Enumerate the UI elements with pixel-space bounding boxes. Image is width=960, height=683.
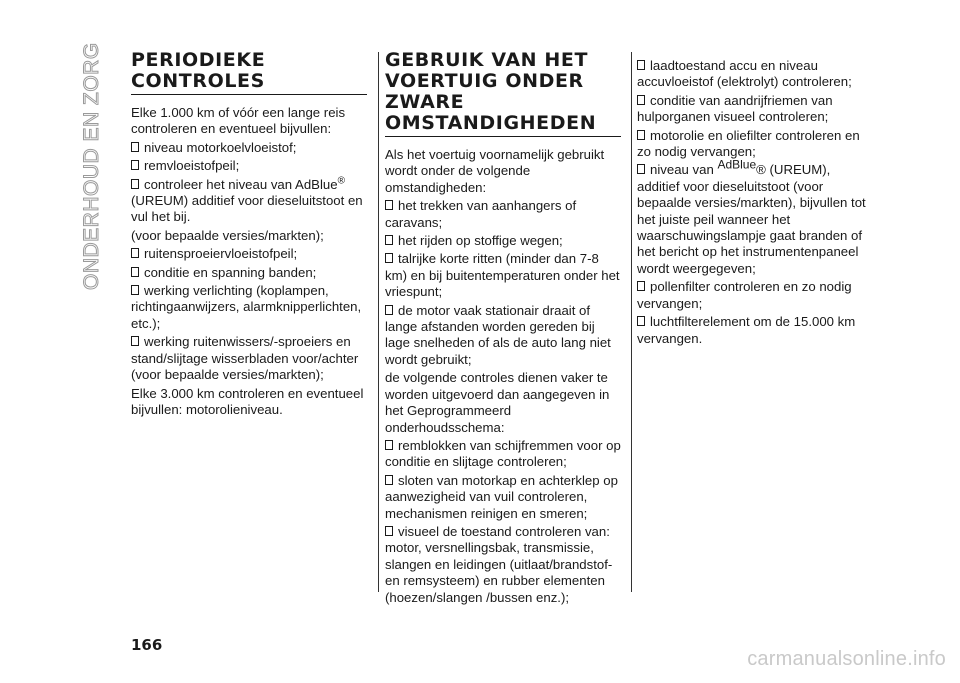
list-item: remvloeistofpeil; bbox=[131, 158, 367, 174]
column-heavy-use bbox=[385, 50, 621, 608]
adblue-superscript: AdBlue bbox=[717, 158, 757, 173]
adblue-note: (voor bepaalde versies/markten); bbox=[131, 227, 324, 243]
checkbox-icon bbox=[131, 248, 139, 258]
checkbox-icon bbox=[637, 316, 645, 326]
column-continued bbox=[637, 58, 875, 349]
list-item-adblue: niveau van $^{AdBlue}$® (UREUM), additief voor dieseluitstoot (voor bepaalde versies/markten), bijvullen tot het juiste peil wanneer het waarschuwingslampje gaat branden of het bericht op het instrumentenpaneel wordt weergegeven; bbox=[637, 158, 866, 276]
checkbox-icon bbox=[637, 95, 645, 105]
checkbox-icon bbox=[385, 253, 393, 263]
checkbox-icon bbox=[637, 60, 645, 70]
list-item: het rijden op stoffige wegen; bbox=[385, 233, 621, 249]
list-item: motorolie en oliefilter controleren en zo nodig vervangen; bbox=[637, 127, 860, 160]
intro-text: Als het voertuig voornamelijk gebruikt wordt onder de volgende omstandigheden: bbox=[385, 147, 605, 195]
list-item: ruitensproeiervloeistofpeil; bbox=[131, 246, 367, 262]
checkbox-icon bbox=[385, 526, 393, 536]
list-item: pollenfilter controleren en zo nodig vervangen; bbox=[637, 279, 852, 311]
checkbox-icon bbox=[385, 305, 393, 315]
list-item: talrijke korte ritten (minder dan 7-8 km) en bij buitentemperaturen onder het vriespunt; bbox=[385, 251, 620, 300]
checkbox-icon bbox=[131, 285, 139, 295]
section-side-label: ONDERHOUD EN ZORG bbox=[80, 42, 103, 290]
column-divider-2 bbox=[631, 52, 632, 592]
column-periodic-checks bbox=[131, 50, 367, 420]
list-item: remblokken van schijfremmen voor op conditie en slijtage controleren; bbox=[385, 437, 621, 470]
outro-text: Elke 3.000 km controleren en eventueel bijvullen: motorolieniveau. bbox=[131, 385, 364, 417]
list-item: werking ruitenwissers/-sproeiers en stand/slijtage wisserbladen voor/achter (voor bepaalde versies/markten); bbox=[131, 334, 359, 383]
checkbox-icon bbox=[131, 160, 139, 170]
intro-text: Elke 1.000 km of vóór een lange reis controleren en eventueel bijvullen: bbox=[131, 105, 346, 137]
heading-zware-omstandigheden: GEBRUIK VAN HET VOERTUIG ONDER ZWARE OMSTANDIGHEDEN bbox=[385, 50, 621, 137]
list-item: luchtfilterelement om de 15.000 km vervangen. bbox=[637, 314, 856, 346]
checkbox-icon bbox=[385, 475, 393, 485]
column-divider-1 bbox=[378, 52, 379, 592]
middle-text: de volgende controles dienen vaker te worden uitgevoerd dan aangegeven in het Geprogrammeerd onderhoudsschema: bbox=[385, 370, 610, 435]
watermark-text: carmanualsonline.info bbox=[747, 648, 946, 670]
checkbox-icon bbox=[637, 130, 645, 140]
page-number: 166 bbox=[131, 636, 163, 654]
checkbox-icon bbox=[131, 267, 139, 277]
checkbox-icon bbox=[385, 440, 393, 450]
list-item-adblue: controleer het niveau van AdBlue® (UREUM) additief voor dieseluitstoot en vul het bij. bbox=[131, 175, 363, 225]
list-item: conditie van aandrijfriemen van hulporganen visueel controleren; bbox=[637, 92, 833, 125]
list-item: conditie en spanning banden; bbox=[131, 265, 367, 281]
list-item: werking verlichting (koplampen, richtingaanwijzers, alarmknipperlichten, etc.); bbox=[131, 283, 362, 331]
list-item: visueel de toestand controleren van: motor, versnellingsbak, transmissie, slangen en leidingen (uitlaat/brandstof-en remsysteem) en rubber elementen (hoezen/slangen /bussen enz.); bbox=[385, 523, 613, 605]
checkbox-icon bbox=[385, 235, 393, 245]
list-item: laadtoestand accu en niveau accuvloeistof (elektrolyt) controleren; bbox=[637, 58, 852, 90]
checkbox-icon bbox=[131, 142, 139, 152]
list-item: de motor vaak stationair draait of lange afstanden worden gereden bij lage snelheden of als de auto lang niet wordt gebruikt; bbox=[385, 302, 611, 367]
checkbox-icon bbox=[131, 336, 139, 346]
checkbox-icon bbox=[385, 200, 393, 210]
registered-mark: ® bbox=[337, 175, 345, 187]
list-item: het trekken van aanhangers of caravans; bbox=[385, 198, 577, 230]
list-item: sloten van motorkap en achterklep op aanwezigheid van vuil controleren, mechanismen reinigen en smeren; bbox=[385, 472, 618, 521]
list-item: niveau motorkoelvloeistof; bbox=[131, 140, 367, 156]
checkbox-icon bbox=[131, 179, 139, 189]
checkbox-icon bbox=[637, 281, 645, 291]
heading-periodieke-controles: PERIODIEKE CONTROLES bbox=[131, 50, 367, 95]
checkbox-icon bbox=[637, 164, 645, 174]
